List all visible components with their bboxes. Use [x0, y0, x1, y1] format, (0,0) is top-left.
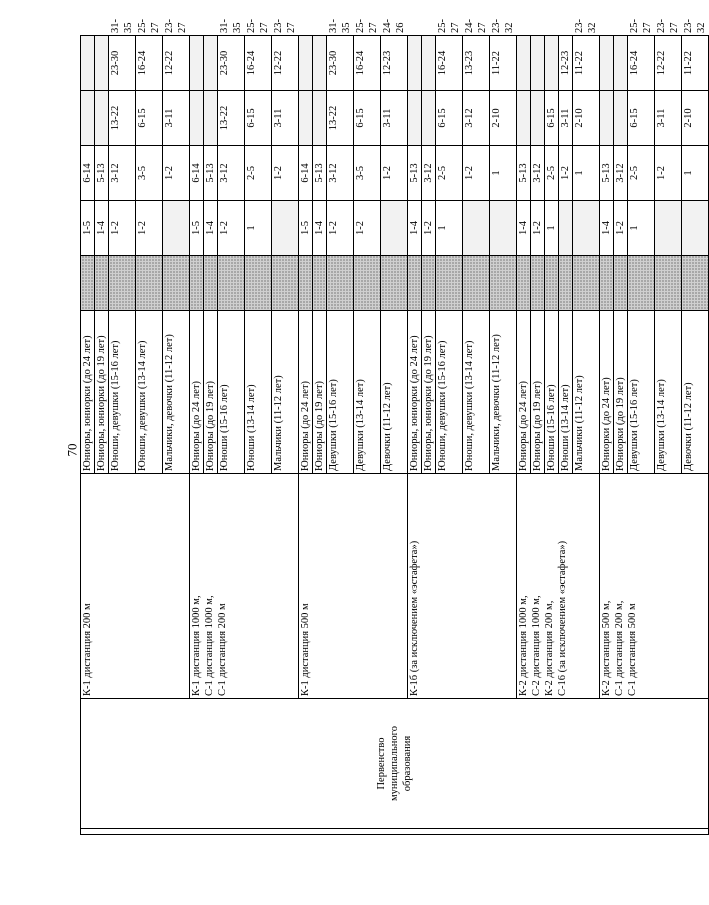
- shaded-cell: [517, 256, 531, 311]
- age-group-cell: Юноши (15-16 лет): [218, 311, 245, 474]
- rank-range-cell: 3-5: [354, 146, 381, 201]
- rank-range-cell: 11-22: [490, 36, 517, 91]
- rank-range-cell: 1-4: [517, 201, 531, 256]
- rank-range-cell: 1-2: [163, 146, 190, 201]
- rotated-table-container: [80, 19, 707, 835]
- age-group-cell: Мальчики (11-12 лет): [573, 311, 600, 474]
- discipline-cell: К-1б (за исключением «эстафета»): [408, 474, 517, 699]
- rank-range-cell: 3-12: [109, 146, 136, 201]
- table-row: Девушки (15-16 лет) 1-2 3-12 13-22 23-30 31-35: [327, 36, 354, 835]
- age-group-cell: Юниоры (до 19 лет): [531, 311, 545, 474]
- shaded-cell: [354, 256, 381, 311]
- rank-range-cell: 6-14: [190, 146, 204, 201]
- table-row: Девушки (15-16 лет) 1 2-5 6-15 16-24 25-27: [628, 36, 655, 835]
- shaded-cell: [628, 256, 655, 311]
- discipline-cell: К-1 дистанция 1000 м, С-1 дистанция 1000 м, С-1 дистанция 200 м: [190, 474, 299, 699]
- rank-range-cell: [408, 36, 422, 91]
- rank-range-cell: 6-15: [545, 91, 559, 146]
- table-row: Юноши (13-14 лет) 1 2-5 6-15 16-24 25-27: [245, 36, 272, 835]
- shaded-cell: [614, 256, 628, 311]
- rank-range-cell: [531, 36, 545, 91]
- table-row: Мальчики, девочки (11-12 лет) 1 2-10 11-22 23-32: [490, 36, 517, 835]
- rank-range-cell: [545, 36, 559, 91]
- age-group-cell: Юниорки (до 19 лет): [614, 311, 628, 474]
- rank-range-cell: [600, 91, 614, 146]
- rank-range-cell: 1-2: [354, 201, 381, 256]
- rank-range-cell: 3-11: [655, 91, 682, 146]
- age-group-cell: Юниоры, юниорки (до 24 лет): [408, 311, 422, 474]
- shaded-cell: [272, 256, 299, 311]
- rank-range-cell: [299, 91, 313, 146]
- shaded-cell: [299, 256, 313, 311]
- age-group-cell: Юниоры, юниорки (до 19 лет): [422, 311, 436, 474]
- rank-range-cell: 1: [245, 201, 272, 256]
- rank-range-cell: 1-5: [81, 201, 95, 256]
- rank-range-cell: [272, 201, 299, 256]
- age-group-cell: Юниоры (до 19 лет): [313, 311, 327, 474]
- rank-range-cell: 23-30: [218, 36, 245, 91]
- rank-range-cell: 3-5: [136, 146, 163, 201]
- edge-column: [81, 829, 709, 835]
- competition-category: Первенство муниципального образования: [81, 699, 709, 829]
- discipline-cell: К-2 дистанция 1000 м, С-2 дистанция 1000 м, К-2 дистанция 200 м, С-16 (за исключением «эстафета»): [517, 474, 600, 699]
- rank-range-cell: 3-12: [218, 146, 245, 201]
- rank-range-cell: [190, 91, 204, 146]
- rank-range-cell: 1-5: [190, 201, 204, 256]
- rank-range-cell: 1-2: [559, 146, 573, 201]
- age-group-cell: Юниоры (до 24 лет): [517, 311, 531, 474]
- rank-range-cell: [682, 201, 709, 256]
- rank-range-cell: 2-10: [573, 91, 600, 146]
- rank-range-cell: 1: [490, 146, 517, 201]
- rank-range-cell: [422, 91, 436, 146]
- shaded-cell: [490, 256, 517, 311]
- table-row: Юноши, девушки (13-14 лет) 1-2 3-5 6-15 16-24 25-27: [136, 36, 163, 835]
- shaded-cell: [218, 256, 245, 311]
- rank-range-cell: 6-15: [245, 91, 272, 146]
- age-group-cell: Юниоры, юниорки (до 19 лет): [95, 311, 109, 474]
- rank-range-cell: 1-4: [600, 201, 614, 256]
- rank-range-cell: 2-5: [545, 146, 559, 201]
- rank-range-cell: 1-2: [109, 201, 136, 256]
- rank-range-cell: 11-22: [682, 36, 709, 91]
- shaded-cell: [463, 256, 490, 311]
- rank-range-cell: 1-4: [95, 201, 109, 256]
- age-group-cell: Мальчики, девочки (11-12 лет): [490, 311, 517, 474]
- rank-range-cell: [422, 36, 436, 91]
- rank-range-cell: 2-10: [490, 91, 517, 146]
- age-group-cell: Юноши, девушки (13-14 лет): [463, 311, 490, 474]
- rank-range-cell: 13-22: [109, 91, 136, 146]
- age-group-cell: Юниоры (до 19 лет): [204, 311, 218, 474]
- table-row: Девушки (13-14 лет) 1-2 3-11 12-22 23-27: [655, 36, 682, 835]
- table-row: Девочки (11-12 лет) 1 2-10 11-22 23-32: [682, 36, 709, 835]
- rank-range-cell: 5-13: [95, 146, 109, 201]
- rank-range-cell: [517, 36, 531, 91]
- age-group-cell: Девочки (11-12 лет): [682, 311, 709, 474]
- shaded-cell: [313, 256, 327, 311]
- rank-range-cell: [381, 201, 408, 256]
- rank-range-cell: [614, 36, 628, 91]
- rank-range-cell: 1-2: [136, 201, 163, 256]
- rank-range-cell: 3-12: [614, 146, 628, 201]
- shaded-cell: [559, 256, 573, 311]
- rank-range-cell: 16-24: [136, 36, 163, 91]
- rank-range-cell: 1-2: [422, 201, 436, 256]
- rank-range-cell: 13-22: [218, 91, 245, 146]
- shaded-cell: [163, 256, 190, 311]
- shaded-cell: [109, 256, 136, 311]
- rank-range-cell: 6-15: [628, 91, 655, 146]
- rank-range-cell: [313, 36, 327, 91]
- rank-range-cell: [463, 201, 490, 256]
- rank-range-cell: [655, 201, 682, 256]
- rank-range-cell: 1: [628, 201, 655, 256]
- rank-range-cell: 1-2: [614, 201, 628, 256]
- rank-range-cell: 3-11: [163, 91, 190, 146]
- rank-range-cell: 16-24: [354, 36, 381, 91]
- rank-range-cell: [95, 36, 109, 91]
- age-group-cell: Юниоры (до 24 лет): [299, 311, 313, 474]
- rank-range-cell: 1-2: [655, 146, 682, 201]
- rank-range-cell: [614, 91, 628, 146]
- table-row: Мальчики (11-12 лет) 1 2-10 11-22 23-32: [573, 36, 600, 835]
- rank-range-cell: [204, 91, 218, 146]
- shaded-cell: [436, 256, 463, 311]
- rank-range-cell: 16-24: [436, 36, 463, 91]
- rank-range-cell: 12-22: [655, 36, 682, 91]
- shaded-cell: [655, 256, 682, 311]
- shaded-cell: [327, 256, 354, 311]
- rank-range-cell: 1-2: [327, 201, 354, 256]
- table-body: [81, 19, 709, 835]
- shaded-cell: [600, 256, 614, 311]
- table-row: Юноши, девушки (15-16 лет) 1 2-5 6-15 16-24 25-27: [436, 36, 463, 835]
- table-row: Юноши (15-16 лет) 1-2 3-12 13-22 23-30 31-35: [218, 36, 245, 835]
- age-group-cell: Девушки (15-16 лет): [628, 311, 655, 474]
- rank-range-cell: 5-13: [204, 146, 218, 201]
- rank-range-cell: 13-22: [327, 91, 354, 146]
- rank-range-cell: 6-15: [136, 91, 163, 146]
- rank-range-cell: 3-11: [381, 91, 408, 146]
- rank-range-cell: 2-10: [682, 91, 709, 146]
- rank-range-cell: 1: [545, 201, 559, 256]
- discipline-cell: К-1 дистанция 200 м: [81, 474, 190, 699]
- age-group-cell: Юноши, девушки (15-16 лет): [109, 311, 136, 474]
- rank-range-cell: 12-22: [163, 36, 190, 91]
- age-group-cell: Юноши (13-14 лет): [559, 311, 573, 474]
- age-group-cell: Девушки (13-14 лет): [655, 311, 682, 474]
- rank-range-cell: 1: [682, 146, 709, 201]
- table-row: Юноши, девушки (13-14 лет) 1-2 3-12 13-23 24-27: [463, 36, 490, 835]
- age-group-cell: Девочки (11-12 лет): [381, 311, 408, 474]
- age-group-cell: Юниорки (до 24 лет): [600, 311, 614, 474]
- rank-range-cell: 3-12: [463, 91, 490, 146]
- rank-range-cell: [559, 201, 573, 256]
- rank-range-cell: 3-12: [422, 146, 436, 201]
- rank-range-cell: 5-13: [517, 146, 531, 201]
- shaded-cell: [81, 256, 95, 311]
- rank-range-cell: 2-5: [628, 146, 655, 201]
- rank-range-cell: 3-11: [272, 91, 299, 146]
- table-row: Девочки (11-12 лет) 1-2 3-11 12-23 24-26: [381, 36, 408, 835]
- rank-range-cell: 16-24: [245, 36, 272, 91]
- rank-range-cell: [313, 91, 327, 146]
- age-group-cell: Юноши (15-16 лет): [545, 311, 559, 474]
- shaded-cell: [190, 256, 204, 311]
- shaded-cell: [95, 256, 109, 311]
- discipline-cell: К-1 дистанция 500 м: [299, 474, 408, 699]
- rank-range-cell: [163, 201, 190, 256]
- page-number: 70: [64, 443, 80, 457]
- table-row: Мальчики (11-12 лет) 1-2 3-11 12-22 23-27: [272, 36, 299, 835]
- ranks-table: [80, 19, 709, 835]
- shaded-cell: [136, 256, 163, 311]
- shaded-cell: [545, 256, 559, 311]
- rank-range-cell: 1-2: [531, 201, 545, 256]
- rank-range-cell: [517, 91, 531, 146]
- rank-range-cell: 1: [573, 146, 600, 201]
- rank-range-cell: 13-23: [463, 36, 490, 91]
- age-group-cell: Юноши, девушки (13-14 лет): [136, 311, 163, 474]
- rank-range-cell: 2-5: [436, 146, 463, 201]
- rank-range-cell: 23-30: [109, 36, 136, 91]
- rank-range-cell: 1-4: [204, 201, 218, 256]
- shaded-cell: [531, 256, 545, 311]
- age-group-cell: Юниоры, юниорки (до 24 лет): [81, 311, 95, 474]
- shaded-cell: [422, 256, 436, 311]
- rank-range-cell: 5-13: [408, 146, 422, 201]
- rank-range-cell: 3-12: [531, 146, 545, 201]
- table-row: Юноши, девушки (15-16 лет) 1-2 3-12 13-22 23-30 31-35: [109, 36, 136, 835]
- rank-range-cell: [190, 36, 204, 91]
- shaded-cell: [682, 256, 709, 311]
- rank-range-cell: 23-30: [327, 36, 354, 91]
- rank-range-cell: 3-11: [559, 91, 573, 146]
- rank-range-cell: [600, 36, 614, 91]
- shaded-cell: [408, 256, 422, 311]
- rank-range-cell: 3-12: [327, 146, 354, 201]
- rank-range-cell: 1: [436, 201, 463, 256]
- rank-range-cell: 5-13: [600, 146, 614, 201]
- rank-range-cell: 12-23: [559, 36, 573, 91]
- rank-range-cell: 1-2: [381, 146, 408, 201]
- rank-range-cell: 2-5: [245, 146, 272, 201]
- shaded-cell: [573, 256, 600, 311]
- rank-range-cell: [81, 36, 95, 91]
- age-group-cell: Юниоры (до 24 лет): [190, 311, 204, 474]
- rank-range-cell: [408, 91, 422, 146]
- age-group-cell: Мальчики (11-12 лет): [272, 311, 299, 474]
- rank-range-cell: 12-23: [381, 36, 408, 91]
- rank-range-cell: 6-14: [81, 146, 95, 201]
- table-row: Мальчики, девочки (11-12 лет) 1-2 3-11 12-22 23-27: [163, 36, 190, 835]
- age-group-cell: Юноши, девушки (15-16 лет): [436, 311, 463, 474]
- rank-range-cell: 1-2: [218, 201, 245, 256]
- rank-range-cell: [204, 36, 218, 91]
- table-row: Девушки (13-14 лет) 1-2 3-5 6-15 16-24 25-27: [354, 36, 381, 835]
- rank-range-cell: 11-22: [573, 36, 600, 91]
- rank-range-cell: [531, 91, 545, 146]
- rank-range-cell: [490, 201, 517, 256]
- rank-range-cell: 1-4: [408, 201, 422, 256]
- rank-range-cell: [81, 91, 95, 146]
- age-group-cell: Юноши (13-14 лет): [245, 311, 272, 474]
- age-group-cell: Мальчики, девочки (11-12 лет): [163, 311, 190, 474]
- rank-range-cell: 1-4: [313, 201, 327, 256]
- rank-range-cell: 12-22: [272, 36, 299, 91]
- rank-range-cell: 5-13: [313, 146, 327, 201]
- rank-range-cell: [95, 91, 109, 146]
- rank-range-cell: 16-24: [628, 36, 655, 91]
- rank-range-cell: [573, 201, 600, 256]
- rank-range-cell: 6-14: [299, 146, 313, 201]
- rank-range-cell: 6-15: [354, 91, 381, 146]
- discipline-cell: К-2 дистанция 500 м, С-1 дистанция 200 м, С-1 дистанция 500 м: [600, 474, 709, 699]
- rank-range-cell: [299, 36, 313, 91]
- age-group-cell: Девушки (13-14 лет): [354, 311, 381, 474]
- shaded-cell: [245, 256, 272, 311]
- shaded-cell: [204, 256, 218, 311]
- shaded-cell: [381, 256, 408, 311]
- table-row: [81, 36, 95, 835]
- rank-range-cell: 6-15: [436, 91, 463, 146]
- rank-range-cell: 1-2: [463, 146, 490, 201]
- rank-range-cell: 1-5: [299, 201, 313, 256]
- age-group-cell: Девушки (15-16 лет): [327, 311, 354, 474]
- rank-range-cell: 1-2: [272, 146, 299, 201]
